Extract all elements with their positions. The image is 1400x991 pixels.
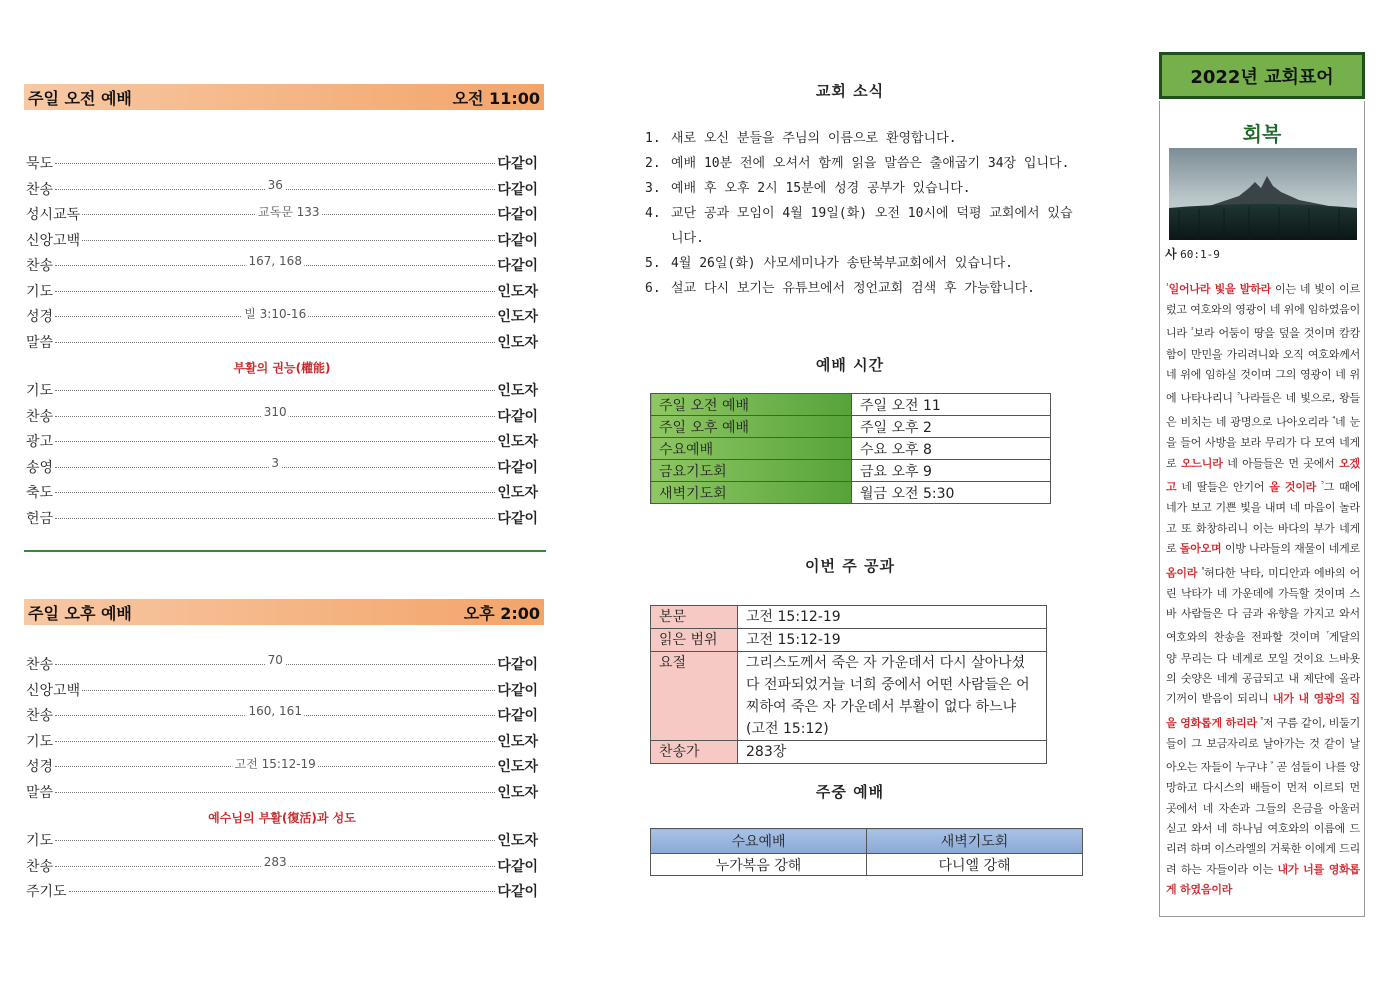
news-item-text: 예배 10분 전에 오셔서 함께 읽을 말씀은 출애굽기 34장 입니다. [671,156,1070,171]
order-item [26,508,538,534]
lesson-value: 고전 15:12-19 [738,606,1047,629]
motto-verse-text [1166,276,1360,901]
lesson-label: 요절 [651,652,738,741]
dot-leader [55,254,495,268]
worship-time-row [651,482,1051,504]
verse-text: 그 때에 네가 보고 기쁜 빛을 내며 네 마음이 놀라고 또 화창하리니 이는 바다의 부가 네게로 [1166,480,1361,556]
verse-number: ⁵ [1321,480,1324,489]
worship-time-row [651,394,1051,416]
worship-times-title: 예배 시간 [815,356,885,374]
verse-text: 곧 섬들이 나를 앙망하고 다시스의 배들이 먼저 이르되 먼 곳에서 네 자손과 그들의 은금을 아울러 싣고 와서 네 하나님 여호와의 이름에 드리려 하며 이스라엘의 거룩한 이에게 드리려 하는 자들이라 이는 [1166,760,1360,876]
worship-time: 주일 오전 11 [852,394,1051,416]
afternoon-service-time: 오후 2:00 [463,603,540,623]
verse-text: 네 딸들은 안기어 [1176,480,1270,494]
worship-name: 새벽기도회 [651,482,852,504]
worship-name: 수요예배 [651,438,852,460]
order-item [26,680,538,706]
lesson-table [650,605,1047,764]
dot-leader [55,653,495,667]
order-item-ref: 교독문 133 [258,205,320,219]
scripture-reference [1165,245,1220,262]
news-list [645,126,1085,301]
verse-number: ⁴ [1332,415,1336,424]
dot-leader [55,854,495,869]
order-item [26,255,538,281]
order-item [26,153,538,179]
afternoon-service-header [24,599,544,625]
midweek-title: 주중 예배 [815,783,885,801]
order-item [26,431,538,457]
midweek-value: 다니엘 강해 [867,854,1083,876]
order-item-leader: 인도자 [497,334,538,351]
news-item [645,201,1085,251]
verse-number: ⁹ [1270,760,1273,769]
lesson-label: 본문 [651,606,738,629]
news-item-number: 6. [645,281,661,296]
news-item-number: 4. [645,206,661,221]
news-item [645,151,1085,176]
dot-leader [55,342,495,343]
verse-highlight: 올 것이라 [1269,480,1317,494]
order-item-ref: 빌 3:10-16 [244,307,307,321]
order-item-name: 기도 [26,283,54,300]
scripture-book: 사 [1165,247,1177,261]
order-item-name: 기도 [26,833,54,849]
order-item [26,705,538,731]
dot-leader [55,840,495,841]
order-item-name: 광고 [26,434,54,450]
lesson-value: 고전 15:12-19 [738,629,1047,652]
news-item-text: 교단 공과 모임이 4월 19일(화) 오전 10시에 덕평 교회에서 있습니다. [671,206,1073,246]
news-item-text: 설교 다시 보기는 유튜브에서 정언교회 검색 후 가능합니다. [671,281,1036,296]
order-item-leader: 인도자 [497,784,538,801]
dot-leader [82,240,495,241]
worship-time: 금요 오후 9 [852,460,1051,482]
verse-number: ⁷ [1326,630,1329,639]
lesson-row [651,741,1047,764]
order-item-name: 찬송 [26,708,54,724]
news-item-text: 새로 오신 분들을 주님의 이름으로 환영합니다. [671,131,957,146]
dot-leader [82,205,495,219]
verse-text: 게달의 양 무리는 다 네게로 모일 것이요 느바욧의 숫양은 네게 공급되고 내 제단에 올라 기꺼이 받음이 되리니 [1166,631,1360,706]
order-item [26,782,538,808]
news-item-number: 3. [645,181,661,196]
order-item [26,457,538,483]
order-item-leader: 다같이 [497,258,538,274]
order-item-name: 찬송 [26,657,54,673]
verse-text: 네 눈을 들어 사방을 보라 무리가 다 모여 네게로 [1166,416,1360,470]
order-item [26,482,538,508]
news-item-number: 5. [645,256,661,271]
order-item-name: 기도 [26,383,54,399]
order-item-leader: 인도자 [497,434,538,450]
order-item-name: 신앙고백 [26,682,81,699]
order-item [26,756,538,782]
verse-highlight: 오느니라 [1180,456,1223,470]
verse-text: 네 아들들은 먼 곳에서 [1222,456,1340,470]
order-item-name: 주기도 [26,884,67,900]
verse-text: 보라 어둠이 땅을 덮을 것이며 캄캄함이 만민을 가리려니와 오직 여호와께서 네 위에 임하실 것이며 그의 영광이 네 위에 나타나리니 [1166,327,1360,405]
order-item-name: 성경 [26,309,54,325]
order-item-ref: 167, 168 [248,254,302,268]
order-item-leader: 인도자 [497,485,538,501]
order-item-name: 찬송 [26,181,54,198]
news-item-text: 4월 26일(화) 사모세미나가 송탄북부교회에서 있습니다. [671,256,1013,271]
dot-leader [55,390,495,391]
order-item-name: 찬송 [26,408,54,425]
midweek-header: 새벽기도회 [867,829,1083,854]
lesson-row [651,652,1047,741]
order-item-leader: 인도자 [497,309,538,325]
order-item-ref: 160, 161 [248,704,302,718]
order-item [26,654,538,680]
midweek-table [650,828,1083,876]
dot-leader [55,163,495,164]
verse-text: 이는 네 빛이 이르렀고 여호와의 영광이 네 위에 임하였음이니라 [1166,282,1360,341]
dot-leader [55,518,495,519]
order-item-leader: 다같이 [497,708,538,724]
order-item [26,204,538,230]
verse-text: 저 구름 같이, 비둘기들이 그 보금자리로 날아가는 것 같이 날아오는 자들이 누구냐 [1166,716,1361,774]
order-item-leader: 다같이 [497,510,538,527]
news-item [645,251,1085,276]
order-item [26,281,538,307]
verse-number: ³ [1237,391,1240,400]
dot-leader [55,404,495,419]
worship-time: 월금 오전 5:30 [852,482,1051,504]
morning-service-title: 주일 오전 예배 [28,88,132,108]
order-item-name: 찬송 [26,258,54,274]
verse-highlight: 옴이라 [1166,566,1198,580]
morning-service-time: 오전 11:00 [452,88,540,108]
section-divider [24,550,546,552]
order-item-leader: 인도자 [497,283,538,300]
verse-text: 나라들은 네 빛으로, 왕들은 비치는 네 광명으로 나아오리라 [1166,392,1360,430]
dot-leader [55,177,495,192]
dot-leader [55,455,495,470]
order-item [26,406,538,432]
dot-leader [55,291,495,292]
sermon-title: 예수님의 부활(復活)과 성도 [208,811,356,825]
worship-name: 주일 오전 예배 [651,394,852,416]
order-item-leader: 인도자 [497,833,538,849]
verse-highlight: 내가 내 영광의 집을 영화롭게 하리라 [1166,692,1360,730]
motto-year-title: 2022년 교회표어 [1159,52,1365,99]
news-item [645,126,1085,151]
lesson-title: 이번 주 공과 [805,557,895,575]
dot-leader [55,441,495,442]
verse-highlight: 내가 너를 영화롭게 하였음이라 [1166,862,1360,897]
order-item-leader: 다같이 [497,232,538,249]
afternoon-order-list [26,654,538,907]
news-item-number: 1. [645,131,661,146]
afternoon-service-title: 주일 오후 예배 [28,603,132,623]
order-item-leader: 다같이 [497,657,538,673]
order-item [26,830,538,856]
order-item-name: 기도 [26,733,54,750]
lesson-row [651,629,1047,652]
order-item [26,179,538,205]
verse-number: ⁸ [1260,715,1263,724]
order-item [26,856,538,882]
verse-number: ⁶ [1201,565,1205,574]
news-item-number: 2. [645,156,661,171]
order-item-name: 신앙고백 [26,232,81,249]
order-item [26,881,538,907]
order-item-leader: 인도자 [497,759,538,775]
order-item [26,731,538,757]
order-item-name: 헌금 [26,510,54,527]
order-item-ref: 고전 15:12-19 [234,757,316,771]
order-item-leader: 다같이 [497,156,538,172]
news-item [645,176,1085,201]
order-item-ref: 283 [263,854,287,869]
order-item [26,332,538,358]
lesson-label: 읽은 범위 [651,629,738,652]
order-item-leader: 인도자 [497,733,538,750]
dot-leader [69,891,496,892]
order-item-name: 말씀 [26,334,54,351]
lesson-value: 그리스도께서 죽은 자 가운데서 다시 살아나셨다 전파되었거늘 너희 중에서 어떤 사람들은 어찌하여 죽은 자 가운데서 부활이 없다 하느냐 (고전 15:12) [738,652,1047,741]
worship-name: 주일 오후 예배 [651,416,852,438]
order-item [26,230,538,256]
worship-time-row [651,460,1051,482]
worship-time: 수요 오후 8 [852,438,1051,460]
order-item-name: 성시교독 [26,207,81,223]
order-item [26,380,538,406]
news-item-text: 예배 후 오후 2시 15분에 성경 공부가 있습니다. [671,181,971,196]
midweek-value: 누가복음 강해 [651,854,867,876]
worship-time-row [651,438,1051,460]
order-item [26,306,538,332]
dot-leader [55,792,495,793]
dot-leader [82,690,495,691]
order-item-name: 축도 [26,485,54,501]
morning-service-header [24,84,544,110]
verse-highlight: 오겠고 [1166,456,1360,494]
order-item-leader: 다같이 [497,181,538,198]
lesson-label: 찬송가 [651,741,738,764]
order-item-name: 성경 [26,759,54,775]
order-item-leader: 다같이 [497,682,538,699]
dot-leader [55,704,495,718]
order-item-name: 묵도 [26,156,54,172]
verse-number: ² [1190,326,1194,335]
motto-word: 회복 [1242,122,1282,146]
verse-highlight: 일어나라 빛을 발하라 [1168,282,1272,296]
order-item-leader: 인도자 [497,383,538,399]
morning-order-list [26,153,538,533]
worship-times-table [650,393,1051,504]
worship-time: 주일 오후 2 [852,416,1051,438]
worship-name: 금요기도회 [651,460,852,482]
verse-highlight: 돌아오며 [1179,542,1222,556]
midweek-header: 수요예배 [651,829,867,854]
dot-leader [55,492,495,493]
dot-leader [55,757,495,771]
sermon-title: 부활의 권능(權能) [233,361,331,375]
news-title: 교회 소식 [815,82,885,100]
order-item-ref: 310 [263,404,287,419]
lesson-row [651,606,1047,629]
dot-leader [55,741,495,742]
worship-time-row [651,416,1051,438]
order-item-leader: 다같이 [497,858,538,875]
verse-number: ¹ [1166,282,1169,290]
order-item-ref: 3 [271,455,280,470]
mountain-landscape-image [1169,148,1357,240]
dot-leader [55,307,495,321]
order-item-ref: 36 [267,177,283,192]
lesson-value: 283장 [738,741,1047,764]
order-item-leader: 다같이 [497,459,538,476]
verse-text: 허다한 낙타, 미디안과 에바의 어린 낙타가 네 가운데에 가득할 것이며 스바 사람들은 다 금과 유향을 가지고 와서 여호와의 찬송을 전파할 것이며 [1166,566,1361,645]
order-item-leader: 다같이 [497,884,538,900]
order-item-leader: 다같이 [497,408,538,425]
verse-text: 이방 나라들의 재물이 네게로 [1221,542,1360,556]
order-item-ref: 70 [267,653,283,667]
order-item-name: 말씀 [26,784,54,801]
order-item-name: 찬송 [26,858,54,875]
order-item-leader: 다같이 [497,207,538,223]
scripture-chapter: 60:1-9 [1180,248,1220,261]
order-item-name: 송영 [26,459,54,476]
news-item [645,276,1085,301]
